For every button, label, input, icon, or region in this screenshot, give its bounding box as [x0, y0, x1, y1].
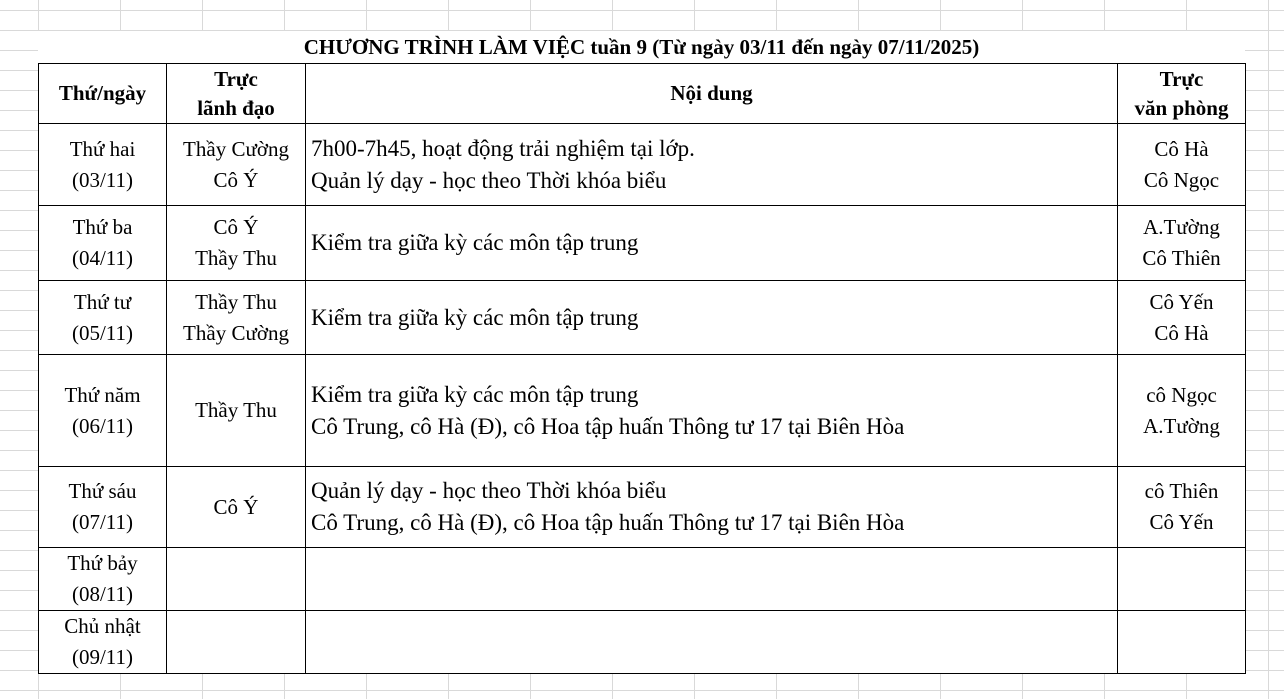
office-cell[interactable] [1118, 467, 1246, 548]
schedule-sheet [38, 30, 1245, 674]
day-date: (03/11) [71, 167, 134, 192]
office-name: cô Ngọc [1146, 382, 1217, 407]
content-cell[interactable] [306, 467, 1118, 548]
day-name: Thứ sáu [68, 479, 137, 503]
leader-name: Thầy Thu [195, 398, 277, 422]
table-row [39, 281, 1246, 355]
office-cell[interactable] [1118, 206, 1246, 281]
office-cell[interactable] [1118, 281, 1246, 355]
day-date: (09/11) [71, 645, 134, 669]
leader-name: Thầy Thu [195, 289, 277, 314]
day-date: (05/11) [71, 320, 134, 345]
table-row [39, 548, 1246, 611]
header-office-line: văn phòng [1134, 95, 1229, 120]
header-leader-line: Trực [214, 66, 258, 91]
leader-cell[interactable] [167, 611, 306, 674]
schedule-title: CHƯƠNG TRÌNH LÀM VIỆC tuần 9 (Từ ngày 03/11 đến ngày 07/11/2025) [38, 30, 1245, 63]
header-leader-line: lãnh đạo [197, 95, 275, 120]
day-date: (06/11) [71, 413, 134, 438]
office-cell[interactable] [1118, 548, 1246, 611]
table-row [39, 467, 1246, 548]
day-date: (08/11) [71, 582, 134, 606]
content-cell[interactable] [306, 611, 1118, 674]
day-name: Chủ nhật [64, 614, 141, 638]
day-cell[interactable] [39, 467, 167, 548]
office-name: Cô Hà [1154, 320, 1209, 345]
day-date: (04/11) [71, 246, 134, 270]
content-line: Cô Trung, cô Hà (Đ), cô Hoa tập huấn Thông tư 17 tại Biên Hòa [311, 413, 905, 439]
content-cell[interactable] [306, 281, 1118, 355]
day-name: Thứ ba [72, 215, 133, 239]
content-line: Cô Trung, cô Hà (Đ), cô Hoa tập huấn Thông tư 17 tại Biên Hòa [311, 510, 905, 535]
content-line: Quản lý dạy - học theo Thời khóa biểu [311, 167, 667, 193]
table-row [39, 611, 1246, 674]
office-name: Cô Yến [1149, 289, 1214, 314]
header-leader [167, 64, 306, 124]
content-line: 7h00-7h45, hoạt động trải nghiệm tại lớp. [311, 135, 695, 161]
leader-name: Thầy Cường [183, 136, 289, 161]
leader-name: Thầy Thu [195, 246, 277, 270]
day-name: Thứ hai [69, 136, 136, 161]
office-name: Cô Hà [1154, 136, 1209, 161]
day-name: Thứ tư [73, 289, 132, 314]
office-name: A.Tường [1143, 215, 1220, 239]
day-name: Thứ bảy [67, 551, 138, 575]
leader-cell[interactable] [167, 281, 306, 355]
office-name: Cô Yến [1149, 510, 1214, 534]
table-row [39, 355, 1246, 467]
table-row [39, 206, 1246, 281]
header-day [39, 64, 167, 124]
leader-name: Cô Ý [213, 494, 259, 519]
header-row [39, 64, 1246, 124]
header-content-line: Nội dung [670, 81, 753, 105]
leader-cell[interactable] [167, 467, 306, 548]
day-cell[interactable] [39, 355, 167, 467]
day-name: Thứ năm [64, 382, 141, 407]
leader-cell[interactable] [167, 206, 306, 281]
office-name: A.Tường [1143, 413, 1220, 438]
header-content [306, 64, 1118, 124]
leader-cell[interactable] [167, 355, 306, 467]
day-cell[interactable] [39, 281, 167, 355]
schedule-table [38, 63, 1246, 674]
content-cell[interactable] [306, 206, 1118, 281]
office-name: Cô Thiên [1142, 246, 1221, 270]
office-name: cô Thiên [1144, 479, 1219, 503]
leader-cell[interactable] [167, 124, 306, 206]
leader-name: Cô Ý [213, 215, 259, 239]
day-date: (07/11) [71, 510, 134, 534]
office-cell[interactable] [1118, 611, 1246, 674]
office-name: Cô Ngọc [1143, 167, 1220, 192]
day-cell[interactable] [39, 548, 167, 611]
content-line: Kiểm tra giữa kỳ các môn tập trung [311, 381, 639, 407]
table-row [39, 124, 1246, 206]
day-cell[interactable] [39, 611, 167, 674]
header-office-line: Trực [1159, 66, 1204, 91]
office-cell[interactable] [1118, 124, 1246, 206]
header-day-line: Thứ/ngày [58, 81, 147, 105]
content-line: Kiểm tra giữa kỳ các môn tập trung [311, 304, 639, 330]
content-line: Quản lý dạy - học theo Thời khóa biểu [311, 478, 667, 503]
content-line: Kiểm tra giữa kỳ các môn tập trung [311, 230, 639, 255]
day-cell[interactable] [39, 206, 167, 281]
content-cell[interactable] [306, 124, 1118, 206]
office-cell[interactable] [1118, 355, 1246, 467]
header-office [1118, 64, 1246, 124]
content-cell[interactable] [306, 355, 1118, 467]
leader-name: Cô Ý [213, 167, 259, 192]
content-cell[interactable] [306, 548, 1118, 611]
leader-name: Thầy Cường [183, 320, 289, 345]
day-cell[interactable] [39, 124, 167, 206]
leader-cell[interactable] [167, 548, 306, 611]
